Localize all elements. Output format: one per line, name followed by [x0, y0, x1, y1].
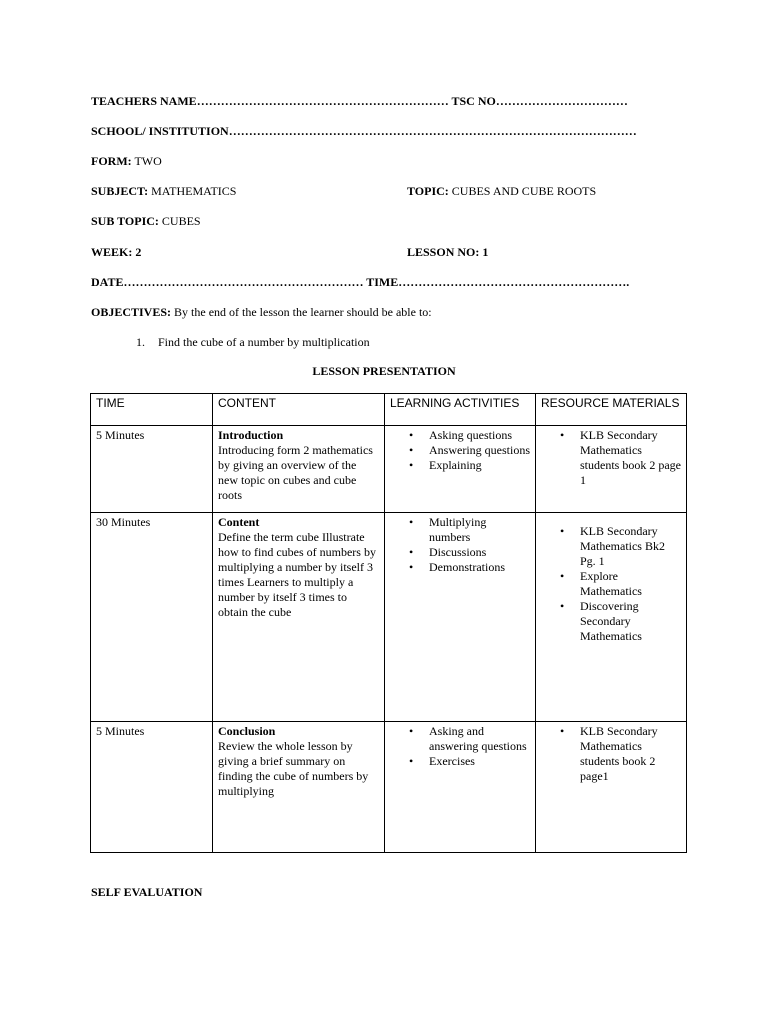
- form-value: TWO: [134, 154, 162, 168]
- week-label: WEEK: 2: [91, 245, 142, 259]
- school-label: SCHOOL/ INSTITUTION: [91, 124, 229, 138]
- content-cell: [213, 513, 385, 722]
- subtopic-line: [91, 214, 201, 228]
- objective-text: Find the cube of a number by multiplication: [158, 335, 370, 349]
- table-header-row: [91, 394, 687, 426]
- content-text: Review the whole lesson by giving a brief summary on finding the cube of numbers by multiplying: [218, 739, 369, 798]
- date-label: DATE: [91, 275, 124, 289]
- subtopic-label: SUB TOPIC:: [91, 214, 159, 228]
- table-row: [91, 426, 687, 513]
- content-title: Conclusion: [218, 724, 276, 738]
- list-item: • Discovering Secondary Mathematics: [555, 599, 681, 644]
- table-row: [91, 513, 687, 722]
- list-item: • KLB Secondary Mathematics students book 2 page1: [555, 724, 681, 784]
- list-item: • Asking and answering questions: [404, 724, 530, 754]
- header-learning-activities: LEARNING ACTIVITIES: [385, 394, 536, 426]
- time-label: TIME: [366, 275, 399, 289]
- header-content: CONTENT: [213, 394, 385, 426]
- header-resource-materials: RESOURCE MATERIALS: [536, 394, 687, 426]
- subtopic-value: CUBES: [161, 214, 201, 228]
- content-title: Content: [218, 515, 260, 529]
- list-item: • Explaining: [404, 458, 530, 473]
- activities-cell: [385, 426, 536, 513]
- teachers-name-label: TEACHERS NAME: [91, 94, 197, 108]
- list-item: • Asking questions: [404, 428, 530, 443]
- content-text: Introducing form 2 mathematics by giving an overview of the new topic on cubes and cube roots: [218, 443, 373, 502]
- tsc-label: TSC NO: [451, 94, 496, 108]
- form-label: FORM:: [91, 154, 132, 168]
- content-title: Introduction: [218, 428, 284, 442]
- objective-number: 1.: [136, 335, 145, 349]
- content-cell: [213, 722, 385, 853]
- resources-cell: [536, 722, 687, 853]
- content-cell: [213, 426, 385, 513]
- objective-item: [136, 335, 370, 349]
- time-cell: 5 Minutes: [91, 426, 213, 513]
- objectives-intro: By the end of the lesson the learner should be able to:: [174, 305, 432, 319]
- list-item: • Multiplying numbers: [404, 515, 530, 545]
- content-text: Define the term cube Illustrate how to find cubes of numbers by multiplying a number by itself 3 times Learners to multiply a number by itself 3 times to obtain the cube: [218, 530, 376, 619]
- school-line: [91, 124, 637, 138]
- topic-value: CUBES AND CUBE ROOTS: [451, 184, 597, 198]
- list-item: • Demonstrations: [404, 560, 530, 575]
- subject-label: SUBJECT:: [91, 184, 149, 198]
- activities-cell: [385, 722, 536, 853]
- list-item: • KLB Secondary Mathematics Bk2 Pg. 1: [555, 524, 681, 569]
- time-cell: 30 Minutes: [91, 513, 213, 722]
- list-item: • Discussions: [404, 545, 530, 560]
- lesson-no-label: LESSON NO: 1: [407, 245, 489, 259]
- list-item: • Exercises: [404, 754, 530, 769]
- self-evaluation-heading: SELF EVALUATION: [91, 885, 203, 899]
- list-item: • Answering questions: [404, 443, 530, 458]
- lesson-presentation-title: LESSON PRESENTATION: [312, 364, 456, 378]
- form-line: [91, 154, 162, 168]
- school-field[interactable]: …………………………………………………………………………………………: [228, 124, 637, 138]
- teachers-name-line: [91, 94, 628, 108]
- subject-line: [91, 184, 236, 198]
- objectives-label: OBJECTIVES:: [91, 305, 172, 319]
- teachers-name-field[interactable]: ………………………………………………………: [196, 94, 449, 108]
- time-cell: 5 Minutes: [91, 722, 213, 853]
- list-item: • Explore Mathematics: [555, 569, 681, 599]
- activities-cell: [385, 513, 536, 722]
- resources-cell: [536, 426, 687, 513]
- objectives-line: [91, 305, 432, 319]
- header-time: TIME: [91, 394, 213, 426]
- topic-line: [407, 184, 596, 198]
- date-time-line: [91, 275, 629, 289]
- topic-label: TOPIC:: [407, 184, 449, 198]
- table-row: [91, 722, 687, 853]
- resources-cell: [536, 513, 687, 722]
- tsc-field[interactable]: ……………………………: [495, 94, 628, 108]
- subject-value: MATHEMATICS: [151, 184, 237, 198]
- list-item: • KLB Secondary Mathematics students book 2 page 1: [555, 428, 681, 488]
- date-field[interactable]: ……………………………………………………: [123, 275, 364, 289]
- lesson-table: [90, 393, 687, 853]
- time-field[interactable]: ………………………………………………….: [398, 275, 630, 289]
